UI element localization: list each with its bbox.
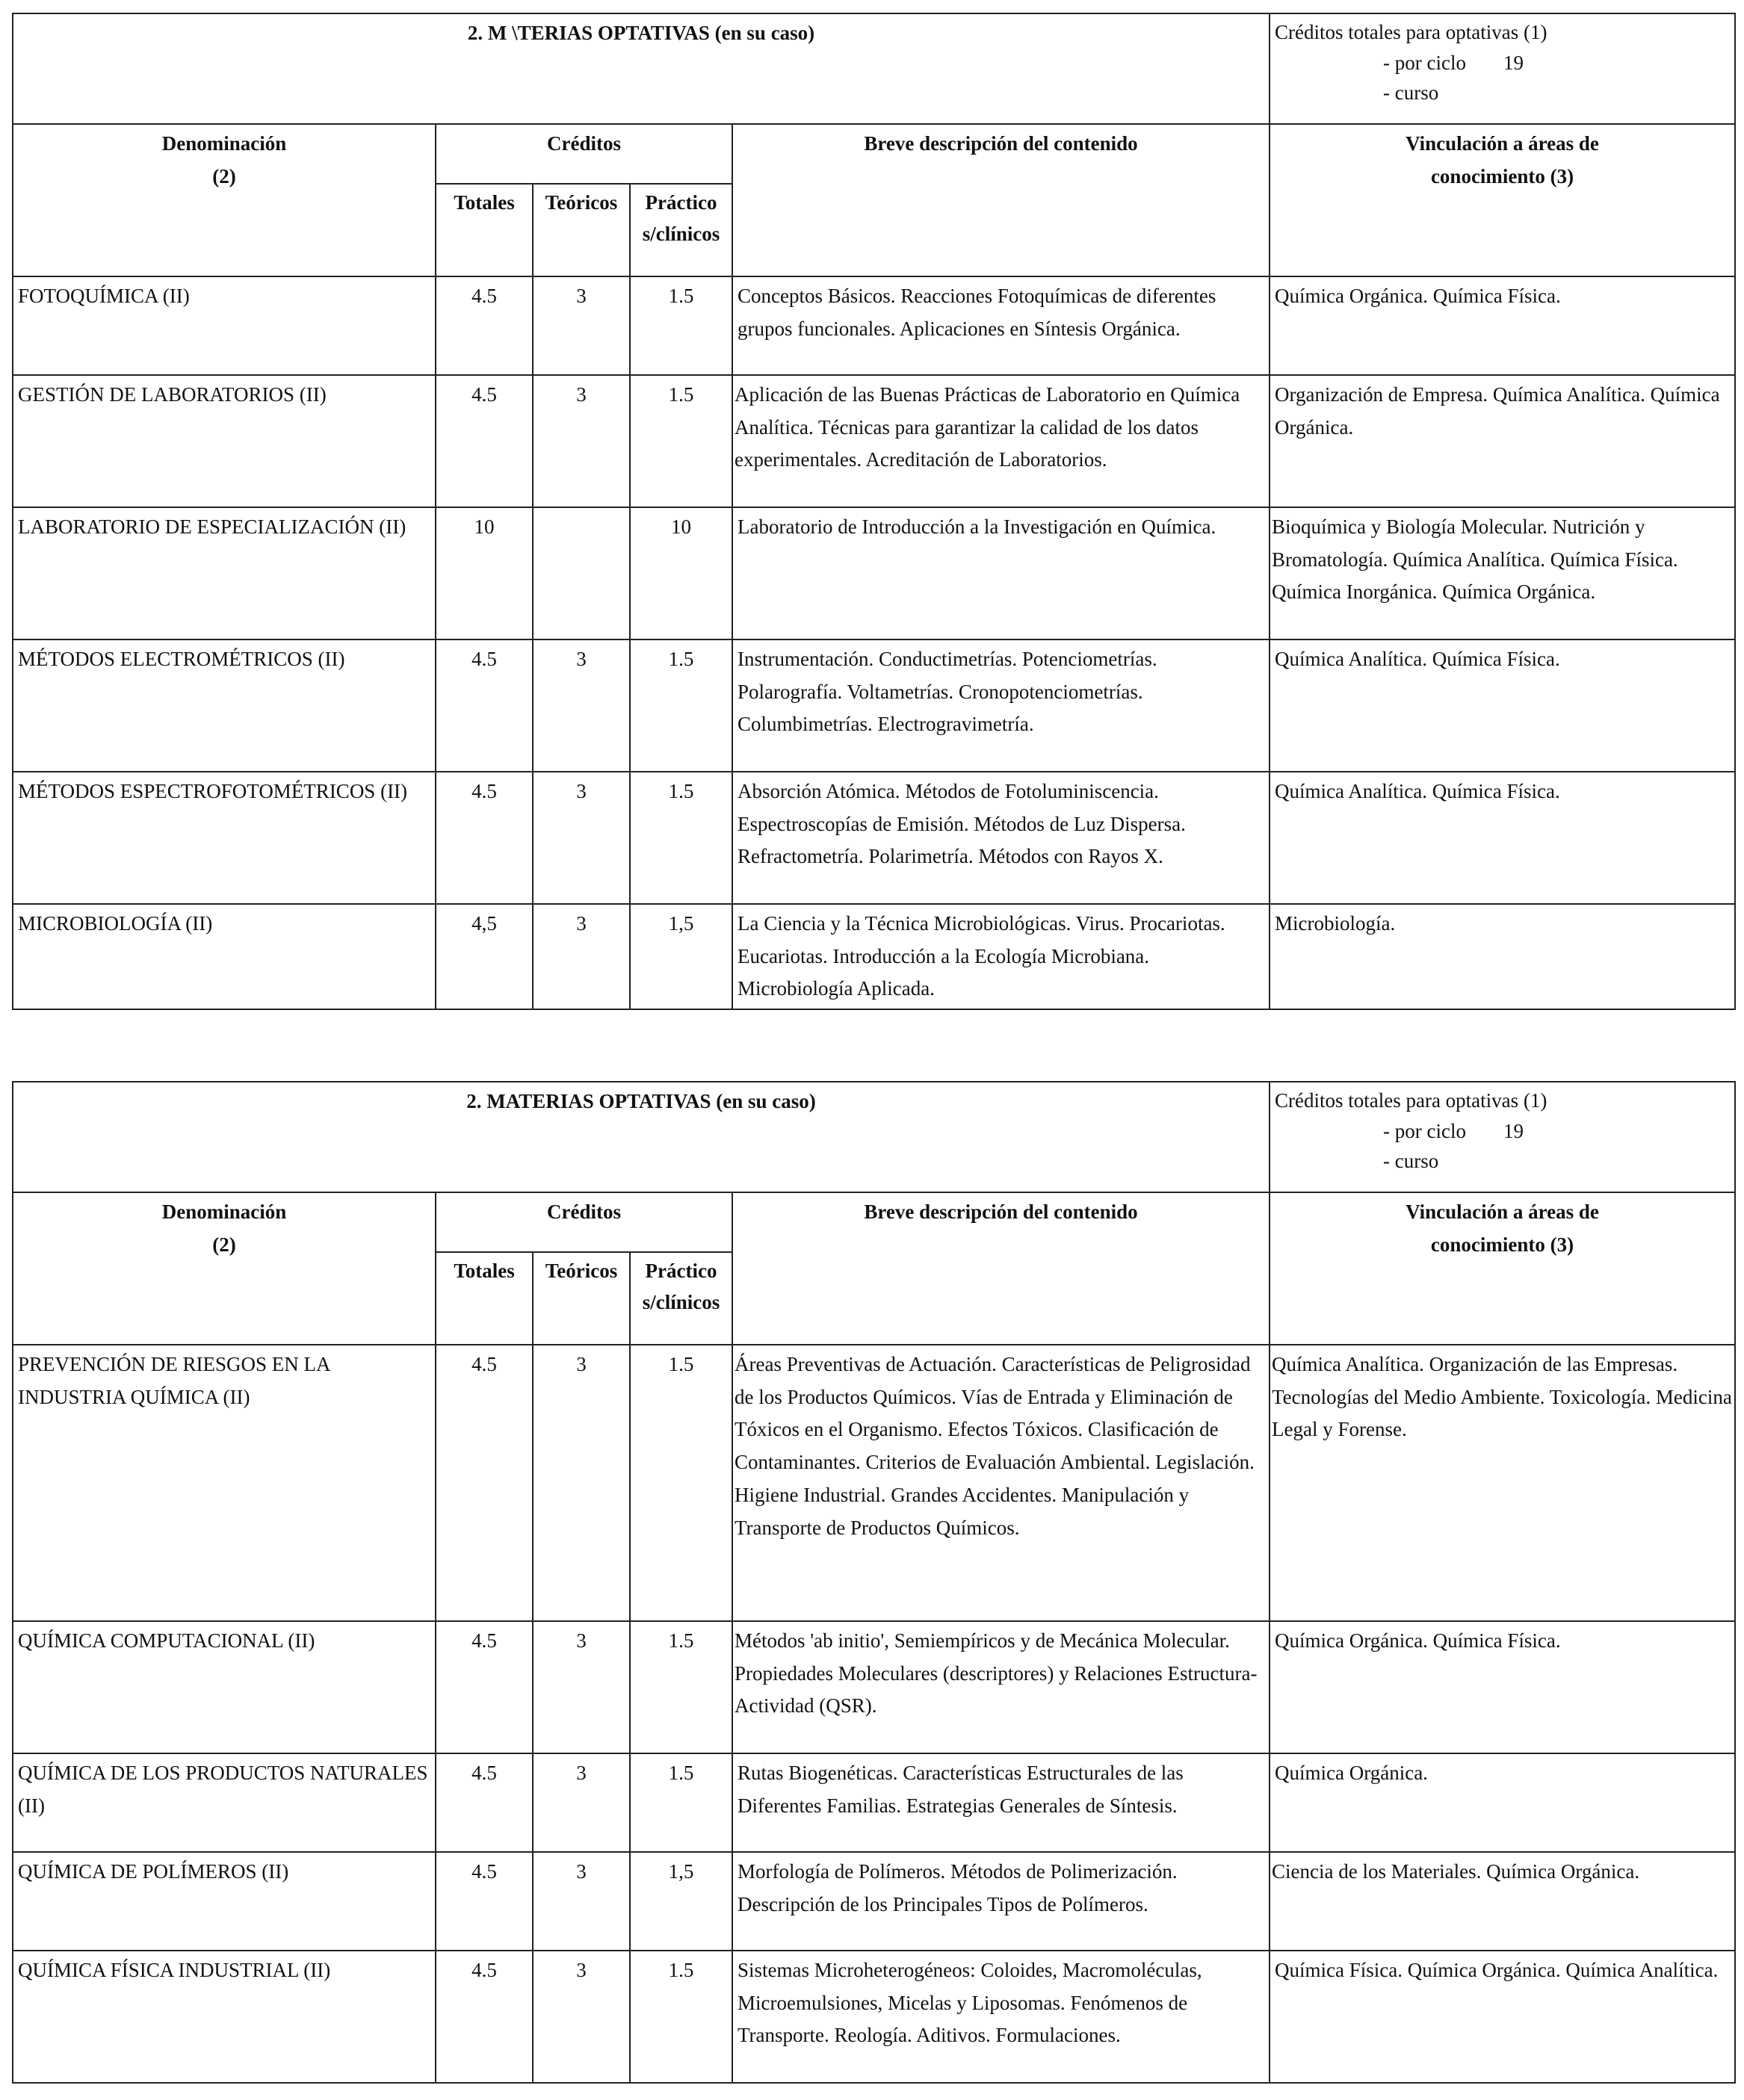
teoricos-header: Teóricos bbox=[533, 1252, 630, 1345]
practicos-cell: 1.5 bbox=[630, 276, 732, 375]
areas-cell: Organización de Empresa. Química Analítica. Química Orgánica. bbox=[1270, 375, 1735, 507]
totales-cell: 4.5 bbox=[436, 1753, 533, 1852]
totales-cell: 4.5 bbox=[436, 639, 533, 772]
denominacion-cell: MÉTODOS ESPECTROFOTOMÉTRICOS (II) bbox=[13, 772, 436, 904]
teoricos-cell: 3 bbox=[533, 375, 630, 507]
por-ciclo-label: - por ciclo bbox=[1383, 1119, 1466, 1142]
denominacion-cell: QUÍMICA DE LOS PRODUCTOS NATURALES (II) bbox=[13, 1753, 436, 1852]
totales-cell: 4.5 bbox=[436, 276, 533, 375]
denominacion-cell: PREVENCIÓN DE RIESGOS EN LA INDUSTRIA QUÍMICA (II) bbox=[13, 1345, 436, 1621]
denominacion-header-note: (2) bbox=[212, 164, 236, 188]
practicos-cell: 1.5 bbox=[630, 1621, 732, 1753]
vinculacion-header bbox=[1270, 1192, 1735, 1345]
areas-cell: Química Analítica. Química Física. bbox=[1270, 639, 1735, 772]
practicos-cell: 1.5 bbox=[630, 375, 732, 507]
creditos-totales-cell bbox=[1270, 13, 1735, 124]
materias-optativas-table-1 bbox=[12, 13, 1736, 1010]
denominacion-cell: FOTOQUÍMICA (II) bbox=[13, 276, 436, 375]
practicos-header-line1: Práctico bbox=[645, 191, 717, 214]
areas-cell: Química Orgánica. Química Física. bbox=[1270, 1621, 1735, 1753]
denominacion-cell: QUÍMICA DE POLÍMEROS (II) bbox=[13, 1852, 436, 1951]
creditos-totales-label: Créditos totales para optativas (1) bbox=[1275, 1089, 1547, 1112]
teoricos-cell bbox=[533, 507, 630, 639]
practicos-header bbox=[630, 184, 732, 276]
practicos-header-line2: s/clínicos bbox=[642, 1290, 720, 1313]
por-ciclo-line bbox=[1275, 48, 1730, 78]
denominacion-header-note: (2) bbox=[212, 1233, 236, 1256]
descripcion-cell: Instrumentación. Conductimetrías. Potenciometrías. Polarografía. Voltametrías. Cronopotenciometrías. Columbimetrías. Electrogravimetría. bbox=[732, 639, 1270, 772]
vinculacion-header-line2: conocimiento (3) bbox=[1430, 164, 1574, 188]
table-row bbox=[13, 507, 1735, 639]
teoricos-cell: 3 bbox=[533, 1345, 630, 1621]
table-row bbox=[13, 1753, 1735, 1852]
table-row bbox=[13, 904, 1735, 1009]
materias-optativas-table-2 bbox=[12, 1081, 1736, 2084]
denominacion-cell: QUÍMICA FÍSICA INDUSTRIAL (II) bbox=[13, 1951, 436, 2083]
denominacion-header-label: Denominación bbox=[161, 132, 287, 155]
table-row bbox=[13, 772, 1735, 904]
teoricos-cell: 3 bbox=[533, 1852, 630, 1951]
totales-cell: 4,5 bbox=[436, 904, 533, 1009]
totales-cell: 4.5 bbox=[436, 772, 533, 904]
descripcion-cell: Morfología de Polímeros. Métodos de Polimerización. Descripción de los Principales Tipos de Polímeros. bbox=[732, 1852, 1270, 1951]
denominacion-cell: GESTIÓN DE LABORATORIOS (II) bbox=[13, 375, 436, 507]
curso-label: - curso bbox=[1383, 1150, 1439, 1172]
descripcion-header: Breve descripción del contenido bbox=[732, 124, 1270, 276]
descripcion-cell: Áreas Preventivas de Actuación. Características de Peligrosidad de los Productos Químicos. Vías de Entrada y Eliminación de Tóxicos en el Organismo. Efectos Tóxicos. Clasificación de Contaminantes. Criterios de Evaluación Ambiental. Legislación. Higiene Industrial. Grandes Accidentes. Manipulación y Transporte de Productos Químicos. bbox=[732, 1345, 1270, 1621]
creditos-header: Créditos bbox=[436, 124, 732, 184]
creditos-totales-cell bbox=[1270, 1082, 1735, 1192]
creditos-header: Créditos bbox=[436, 1192, 732, 1252]
denominacion-header bbox=[13, 124, 436, 276]
denominacion-header-label: Denominación bbox=[161, 1201, 287, 1223]
curso-label: - curso bbox=[1383, 81, 1439, 104]
table-row bbox=[13, 639, 1735, 772]
table-title: 2. MATERIAS OPTATIVAS (en su caso) bbox=[13, 1082, 1270, 1192]
teoricos-cell: 3 bbox=[533, 639, 630, 772]
practicos-cell: 1,5 bbox=[630, 904, 732, 1009]
descripcion-cell: La Ciencia y la Técnica Microbiológicas. Virus. Procariotas. Eucariotas. Introducción a la Ecología Microbiana. Microbiología Aplicada. bbox=[732, 904, 1270, 1009]
areas-cell: Ciencia de los Materiales. Química Orgánica. bbox=[1270, 1852, 1735, 1951]
areas-cell: Microbiología. bbox=[1270, 904, 1735, 1009]
descripcion-cell: Conceptos Básicos. Reacciones Fotoquímicas de diferentes grupos funcionales. Aplicaciones en Síntesis Orgánica. bbox=[732, 276, 1270, 375]
table-row bbox=[13, 1621, 1735, 1753]
table-row bbox=[13, 375, 1735, 507]
totales-header: Totales bbox=[436, 1252, 533, 1345]
teoricos-header: Teóricos bbox=[533, 184, 630, 276]
teoricos-cell: 3 bbox=[533, 1951, 630, 2083]
table-title: 2. M \TERIAS OPTATIVAS (en su caso) bbox=[13, 13, 1270, 124]
areas-cell: Bioquímica y Biología Molecular. Nutrición y Bromatología. Química Analítica. Química Física. Química Inorgánica. Química Orgánica. bbox=[1270, 507, 1735, 639]
teoricos-cell: 3 bbox=[533, 904, 630, 1009]
practicos-cell: 1.5 bbox=[630, 772, 732, 904]
practicos-cell: 1,5 bbox=[630, 1852, 732, 1951]
areas-cell: Química Física. Química Orgánica. Química Analítica. bbox=[1270, 1951, 1735, 2083]
totales-cell: 4.5 bbox=[436, 1852, 533, 1951]
practicos-header-line2: s/clínicos bbox=[642, 222, 720, 245]
areas-cell: Química Analítica. Química Física. bbox=[1270, 772, 1735, 904]
practicos-header bbox=[630, 1252, 732, 1345]
por-ciclo-line bbox=[1275, 1116, 1730, 1147]
practicos-cell: 1.5 bbox=[630, 1951, 732, 2083]
teoricos-cell: 3 bbox=[533, 1621, 630, 1753]
teoricos-cell: 3 bbox=[533, 772, 630, 904]
table-row bbox=[13, 1345, 1735, 1621]
teoricos-cell: 3 bbox=[533, 1753, 630, 1852]
totales-cell: 4.5 bbox=[436, 1951, 533, 2083]
areas-cell: Química Orgánica. bbox=[1270, 1753, 1735, 1852]
denominacion-cell: LABORATORIO DE ESPECIALIZACIÓN (II) bbox=[13, 507, 436, 639]
totales-cell: 4.5 bbox=[436, 1345, 533, 1621]
areas-cell: Química Orgánica. Química Física. bbox=[1270, 276, 1735, 375]
vinculacion-header-line2: conocimiento (3) bbox=[1430, 1233, 1574, 1256]
denominacion-cell: QUÍMICA COMPUTACIONAL (II) bbox=[13, 1621, 436, 1753]
totales-header: Totales bbox=[436, 184, 533, 276]
por-ciclo-value: 19 bbox=[1503, 1119, 1524, 1142]
teoricos-cell: 3 bbox=[533, 276, 630, 375]
totales-cell: 4.5 bbox=[436, 375, 533, 507]
totales-cell: 10 bbox=[436, 507, 533, 639]
por-ciclo-value: 19 bbox=[1503, 51, 1524, 74]
descripcion-cell: Métodos 'ab initio', Semiempíricos y de Mecánica Molecular. Propiedades Moleculares (descriptores) y Relaciones Estructura-Actividad (QSR). bbox=[732, 1621, 1270, 1753]
vinculacion-header bbox=[1270, 124, 1735, 276]
practicos-cell: 10 bbox=[630, 507, 732, 639]
totales-cell: 4.5 bbox=[436, 1621, 533, 1753]
vinculacion-header-line1: Vinculación a áreas de bbox=[1406, 132, 1599, 155]
descripcion-cell: Rutas Biogenéticas. Características Estructurales de las Diferentes Familias. Estrategias Generales de Síntesis. bbox=[732, 1753, 1270, 1852]
table-row bbox=[13, 276, 1735, 375]
practicos-cell: 1.5 bbox=[630, 1753, 732, 1852]
denominacion-cell: MÉTODOS ELECTROMÉTRICOS (II) bbox=[13, 639, 436, 772]
table-row bbox=[13, 1852, 1735, 1951]
denominacion-header bbox=[13, 1192, 436, 1345]
practicos-cell: 1.5 bbox=[630, 639, 732, 772]
practicos-cell: 1.5 bbox=[630, 1345, 732, 1621]
denominacion-cell: MICROBIOLOGÍA (II) bbox=[13, 904, 436, 1009]
practicos-header-line1: Práctico bbox=[645, 1260, 717, 1282]
areas-cell: Química Analítica. Organización de las Empresas. Tecnologías del Medio Ambiente. Toxicología. Medicina Legal y Forense. bbox=[1270, 1345, 1735, 1621]
por-ciclo-label: - por ciclo bbox=[1383, 51, 1466, 74]
descripcion-header: Breve descripción del contenido bbox=[732, 1192, 1270, 1345]
table-row bbox=[13, 1951, 1735, 2083]
descripcion-cell: Absorción Atómica. Métodos de Fotoluminiscencia. Espectroscopías de Emisión. Métodos de Luz Dispersa. Refractometría. Polarimetría. Métodos con Rayos X. bbox=[732, 772, 1270, 904]
vinculacion-header-line1: Vinculación a áreas de bbox=[1406, 1201, 1599, 1223]
descripcion-cell: Laboratorio de Introducción a la Investigación en Química. bbox=[732, 507, 1270, 639]
creditos-totales-label: Créditos totales para optativas (1) bbox=[1275, 21, 1547, 43]
descripcion-cell: Sistemas Microheterogéneos: Coloides, Macromoléculas, Microemulsiones, Micelas y Liposomas. Fenómenos de Transporte. Reología. Aditivos. Formulaciones. bbox=[732, 1951, 1270, 2083]
descripcion-cell: Aplicación de las Buenas Prácticas de Laboratorio en Química Analítica. Técnicas para garantizar la calidad de los datos experimentales. Acreditación de Laboratorios. bbox=[732, 375, 1270, 507]
